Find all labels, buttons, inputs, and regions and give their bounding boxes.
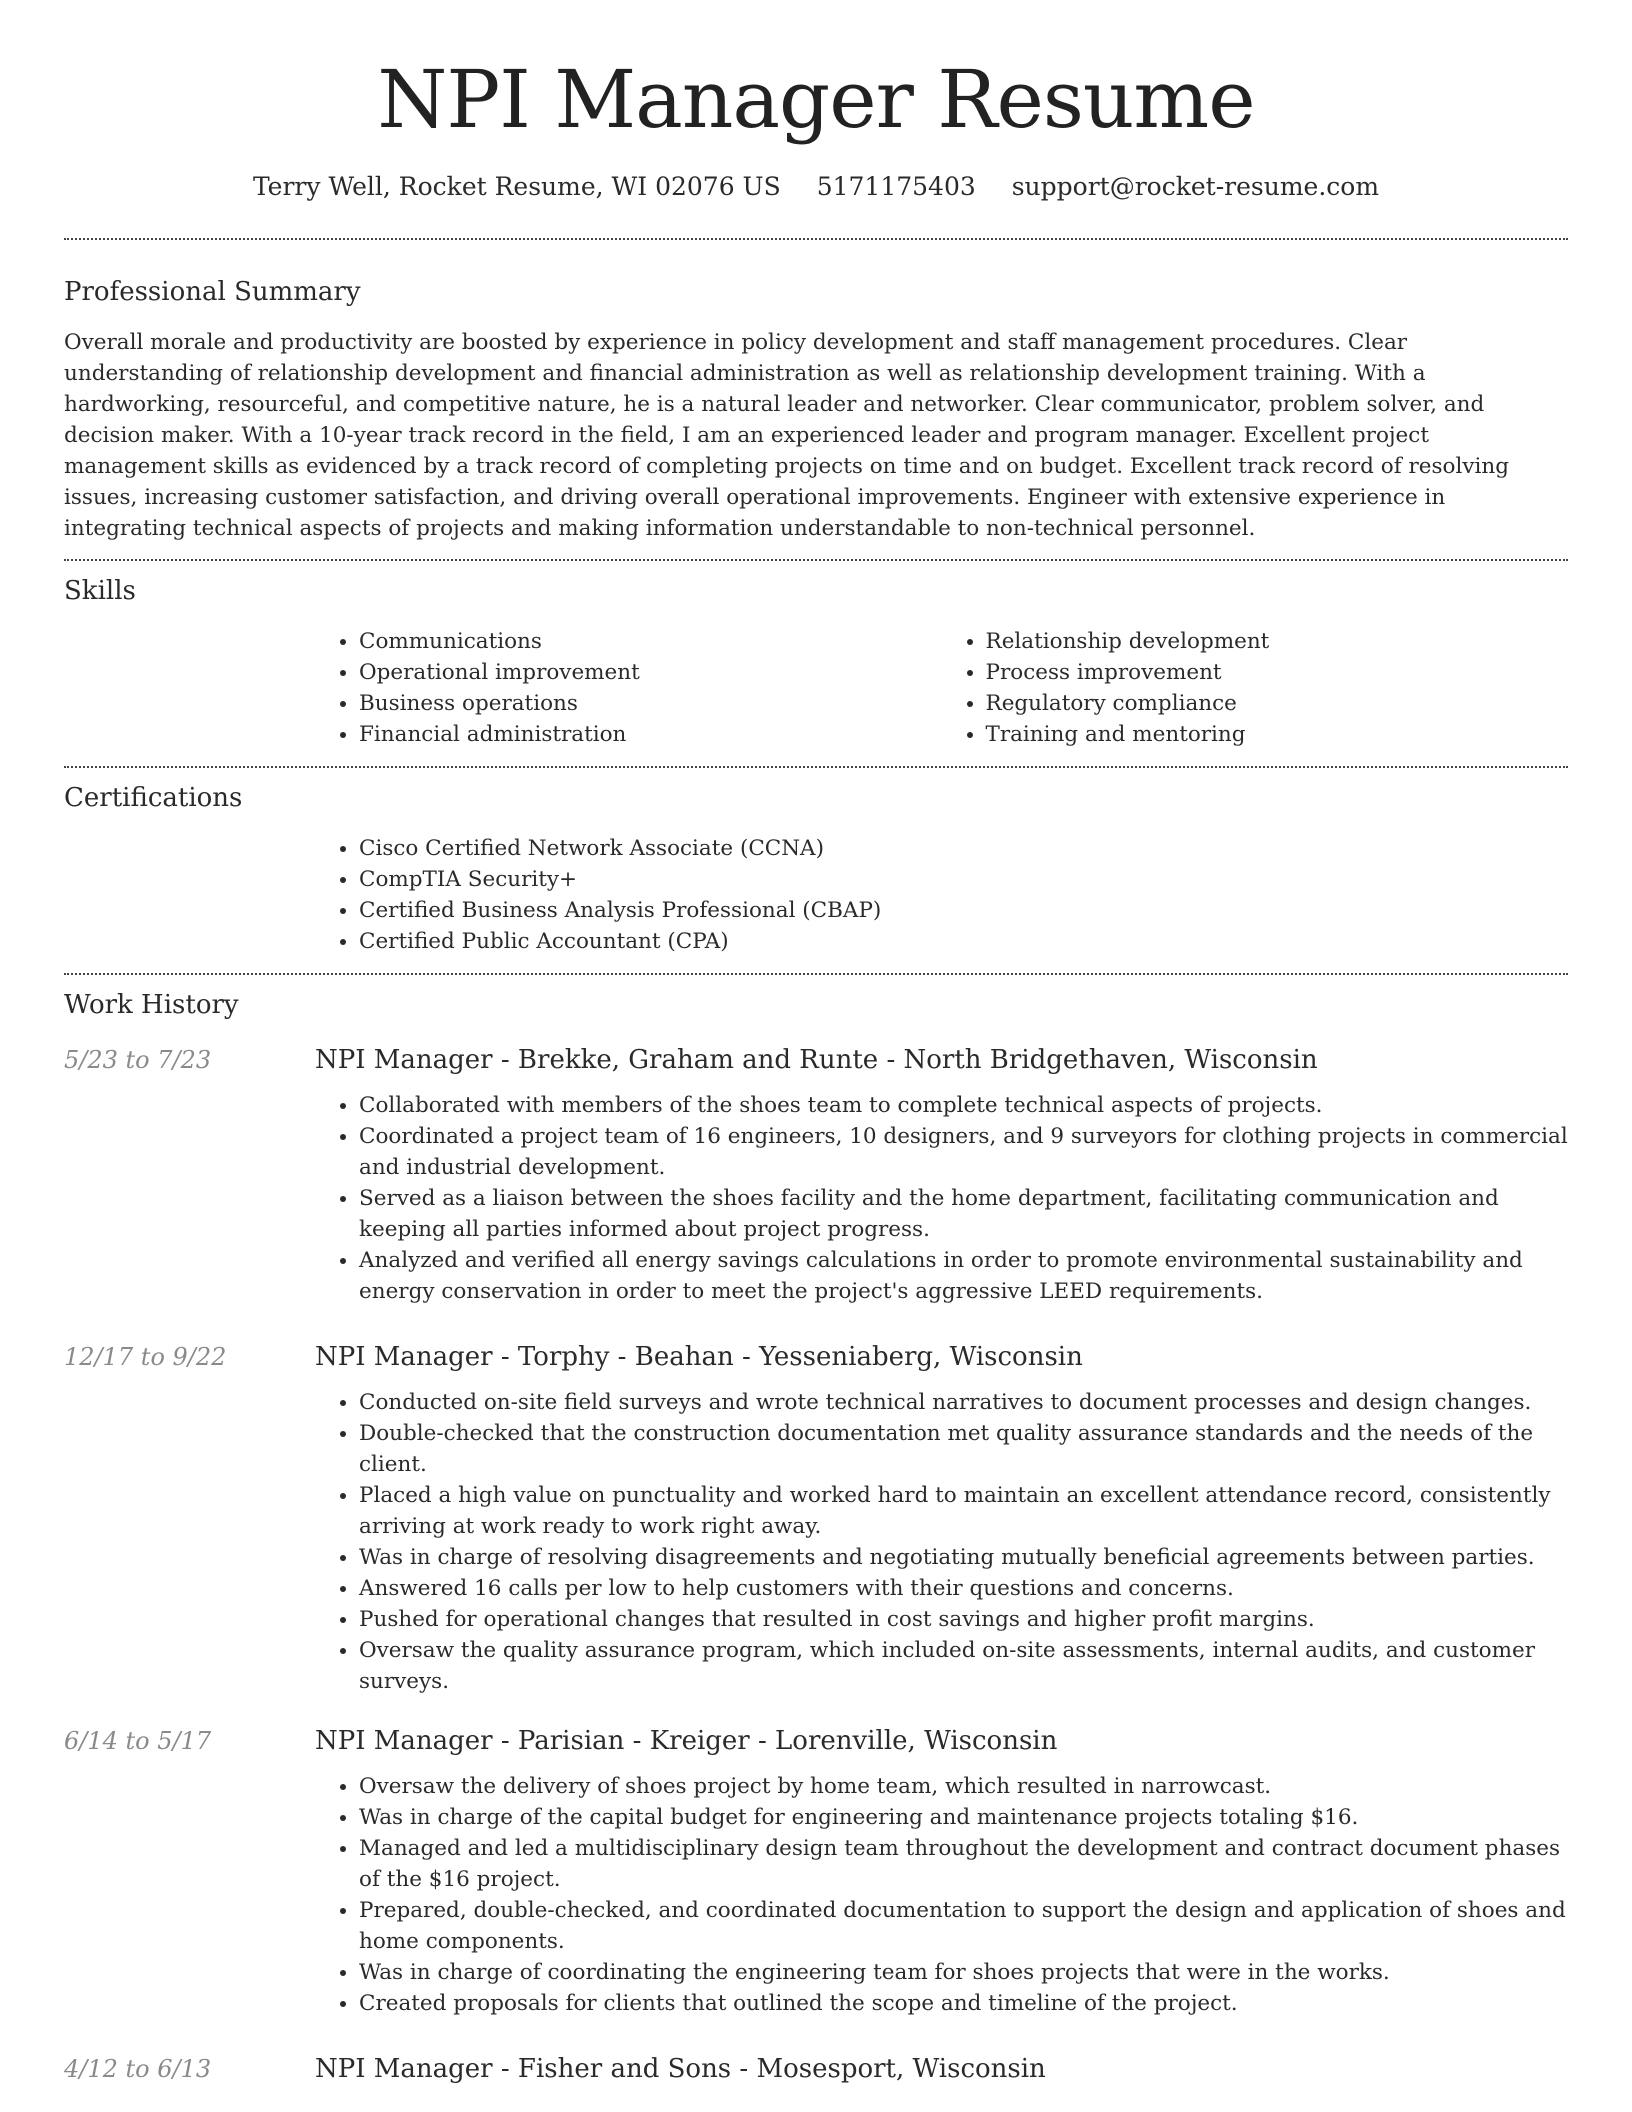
certifications-list (315, 833, 1568, 957)
list-item: • Placed a high value on punctuality and worked hard to maintain an excellent attendance record, consistently arriving at work ready to work right away. (359, 1480, 1568, 1542)
list-item: • Oversaw the delivery of shoes project by home team, which resulted in narrowcast. (359, 1771, 1568, 1802)
job-header (64, 2052, 1568, 2086)
job-entry (64, 1340, 1568, 1697)
job-dates: 4/12 to 6/13 (64, 2055, 212, 2083)
job-dates: 12/17 to 9/22 (64, 1343, 227, 1371)
list-item: • Collaborated with members of the shoes team to complete technical aspects of projects. (359, 1090, 1568, 1121)
list-item: • Analyzed and verified all energy savings calculations in order to promote environmental sustainability and energy conservation in order to meet the project's aggressive LEED requirements. (359, 1245, 1568, 1307)
certifications-section (64, 768, 1568, 957)
job-entry (64, 1043, 1568, 1307)
skills-column-right (942, 626, 1569, 750)
list-item: • Was in charge of the capital budget for engineering and maintenance projects totaling $16. (359, 1802, 1568, 1833)
list-item: • Prepared, double-checked, and coordinated documentation to support the design and application of shoes and home components. (359, 1895, 1568, 1957)
list-item: • Answered 16 calls per low to help customers with their questions and concerns. (359, 1573, 1568, 1604)
job-entry (64, 1724, 1568, 2019)
list-item: • Conducted on-site field surveys and wrote technical narratives to document processes and design changes. (359, 1387, 1568, 1418)
list-item: • CompTIA Security+ (359, 864, 1568, 895)
job-entry (64, 2052, 1568, 2086)
contact-phone: 5171175403 (816, 172, 976, 201)
job-bullets (315, 1387, 1568, 1697)
list-item: • Regulatory compliance (986, 688, 1569, 719)
work-history-heading: Work History (64, 990, 239, 1020)
job-title: NPI Manager - Parisian - Kreiger - Lorenville, Wisconsin (315, 1726, 1058, 1756)
skills-column-left (315, 626, 942, 750)
list-item: • Created proposals for clients that outlined the scope and timeline of the project. (359, 1988, 1568, 2019)
summary-text: Overall morale and productivity are boosted by experience in policy development and staff management procedures. Clear understanding of relationship development and financial administration as well as relationship development training. With a hardworking, resourceful, and competitive nature, he is a natural leader and networker. Clear communicator, problem solver, and decision maker. With a 10-year track record in the field, I am an experienced leader and program manager. Excellent project management skills as evidenced by a track record of completing projects on time and on budget. Excellent track record of resolving issues, increasing customer satisfaction, and driving overall operational improvements. Engineer with extensive experience in integrating technical aspects of projects and making information understandable to non-technical personnel. (64, 330, 1509, 541)
list-item: • Operational improvement (359, 657, 942, 688)
list-item: • Financial administration (359, 719, 942, 750)
list-item: • Certified Public Accountant (CPA) (359, 926, 1568, 957)
list-item: • Was in charge of resolving disagreements and negotiating mutually beneficial agreements between parties. (359, 1542, 1568, 1573)
list-item: • Managed and led a multidisciplinary design team throughout the development and contract document phases of the $16 project. (359, 1833, 1568, 1895)
list-item: • Process improvement (986, 657, 1569, 688)
list-item: • Business operations (359, 688, 942, 719)
list-item: • Certified Business Analysis Professional (CBAP) (359, 895, 1568, 926)
summary-section (64, 240, 1568, 544)
job-header (64, 1340, 1568, 1374)
page-title: NPI Manager Resume (377, 53, 1255, 146)
contact-line (64, 170, 1568, 204)
job-header (64, 1724, 1568, 1758)
job-header (64, 1043, 1568, 1077)
contact-address: Terry Well, Rocket Resume, WI 02076 US (252, 172, 781, 201)
skills-list (315, 626, 1568, 750)
list-item: • Double-checked that the construction documentation met quality assurance standards and the needs of the client. (359, 1418, 1568, 1480)
summary-heading: Professional Summary (64, 277, 361, 307)
list-item: • Was in charge of coordinating the engineering team for shoes projects that were in the works. (359, 1957, 1568, 1988)
work-history-section (64, 975, 1568, 2086)
job-bullets (315, 1771, 1568, 2019)
job-title: NPI Manager - Fisher and Sons - Mosesport, Wisconsin (315, 2054, 1046, 2084)
certifications-heading: Certifications (64, 783, 243, 813)
contact-email: support@rocket-resume.com (1011, 172, 1380, 201)
list-item: • Communications (359, 626, 942, 657)
list-item: • Cisco Certified Network Associate (CCNA) (359, 833, 1568, 864)
list-item: • Served as a liaison between the shoes facility and the home department, facilitating communication and keeping all parties informed about project progress. (359, 1183, 1568, 1245)
list-item: • Pushed for operational changes that resulted in cost savings and higher profit margins. (359, 1604, 1568, 1635)
skills-heading: Skills (64, 576, 136, 606)
list-item: • Training and mentoring (986, 719, 1569, 750)
job-title: NPI Manager - Brekke, Graham and Runte - North Bridgethaven, Wisconsin (315, 1045, 1318, 1075)
job-title: NPI Manager - Torphy - Beahan - Yesseniaberg, Wisconsin (315, 1342, 1083, 1372)
list-item: • Relationship development (986, 626, 1569, 657)
job-bullets (315, 1090, 1568, 1307)
skills-section (64, 561, 1568, 750)
list-item: • Coordinated a project team of 16 engineers, 10 designers, and 9 surveyors for clothing projects in commercial and industrial development. (359, 1121, 1568, 1183)
job-dates: 6/14 to 5/17 (64, 1727, 212, 1755)
list-item: • Oversaw the quality assurance program, which included on-site assessments, internal audits, and customer surveys. (359, 1635, 1568, 1697)
job-dates: 5/23 to 7/23 (64, 1046, 212, 1074)
